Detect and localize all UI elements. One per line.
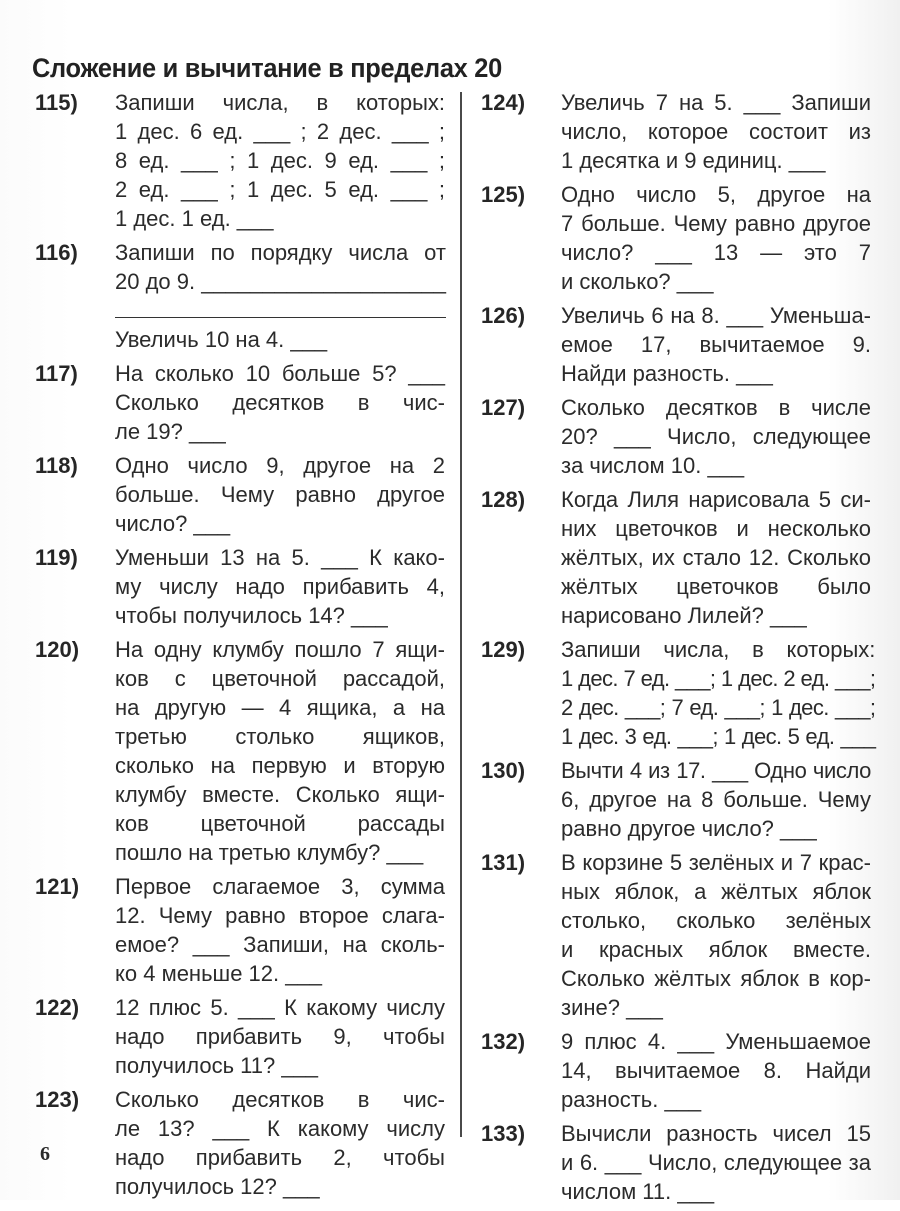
task-line: ков цветочной рассады xyxy=(115,811,445,836)
task-text xyxy=(115,872,445,988)
task-line: Сколько жёлтых яблок в кор- xyxy=(561,966,871,991)
task-number: 122) xyxy=(35,995,80,1020)
task-number: 131) xyxy=(481,850,526,875)
task-117 xyxy=(35,359,445,446)
task-line: надо прибавить 9, чтобы xyxy=(115,1024,445,1049)
task-line: надо прибавить 2, чтобы xyxy=(115,1145,445,1170)
task-line: третью столько ящиков, xyxy=(115,724,445,749)
task-line: Уменьши 13 на 5. ___ К како- xyxy=(115,545,445,570)
task-125 xyxy=(481,180,871,296)
task-118 xyxy=(35,451,445,538)
task-line: 9 плюс 4. ___ Уменьшаемое xyxy=(561,1029,871,1054)
task-text xyxy=(561,88,871,175)
task-line: нарисовано Лилей? ___ xyxy=(561,603,807,628)
task-line: 1 дес. 6 ед. ___ ; 2 дес. ___ ; xyxy=(115,119,445,144)
task-text xyxy=(561,180,871,296)
task-line: за числом 10. ___ xyxy=(561,453,745,478)
task-number: 129) xyxy=(481,637,526,662)
task-line: равно другое число? ___ xyxy=(561,816,817,841)
task-line: Вычти 4 из 17. ___ Одно число xyxy=(561,758,871,783)
task-133 xyxy=(481,1119,871,1206)
column-divider xyxy=(460,92,462,1137)
task-line: зине? ___ xyxy=(561,995,663,1020)
task-text xyxy=(561,1027,871,1114)
task-line: больше. Чему равно другое xyxy=(115,482,445,507)
task-line: Увеличь 7 на 5. ___ Запиши xyxy=(561,90,871,115)
task-line: ко 4 меньше 12. ___ xyxy=(115,961,322,986)
task-line: 14, вычитаемое 8. Найди xyxy=(561,1058,871,1083)
task-line: 20 до 9. ____________________ xyxy=(115,269,446,294)
task-line: Увеличь 6 на 8. ___ Уменьша- xyxy=(561,303,871,328)
task-number: 123) xyxy=(35,1087,80,1112)
task-line: Увеличь 10 на 4. ___ xyxy=(115,327,328,352)
task-line: жёлтых, их стало 12. Сколько xyxy=(561,545,871,570)
task-line: ле 19? ___ xyxy=(115,419,226,444)
task-123 xyxy=(35,1085,445,1201)
task-number: 126) xyxy=(481,303,526,328)
task-line: и 6. ___ Число, следующее за xyxy=(561,1150,871,1175)
task-text xyxy=(115,88,445,233)
task-line: Вычисли разность чисел 15 xyxy=(561,1121,871,1146)
task-text xyxy=(561,848,871,1022)
task-126 xyxy=(481,301,871,388)
task-line: 1 дес. 7 ед. ___; 1 дес. 2 ед. ___; xyxy=(561,666,876,691)
task-text xyxy=(115,993,445,1080)
task-line: Когда Лиля нарисовала 5 си- xyxy=(561,487,871,512)
task-text xyxy=(115,1085,445,1201)
task-line: получилось 11? ___ xyxy=(115,1053,319,1078)
task-text xyxy=(561,1119,871,1206)
task-line: 1 дес. 3 ед. ___; 1 дес. 5 ед. ___ xyxy=(561,724,876,749)
task-120 xyxy=(35,635,445,867)
task-line: 12 плюс 5. ___ К какому числу xyxy=(115,995,445,1020)
task-127 xyxy=(481,393,871,480)
answer-rule[interactable] xyxy=(115,296,446,318)
task-line: чтобы получилось 14? ___ xyxy=(115,603,388,628)
task-line: число? ___ 13 — это 7 xyxy=(561,240,871,265)
task-text xyxy=(115,635,445,867)
task-line: Запиши по порядку числа от xyxy=(115,240,446,265)
task-line: Запиши числа, в которых: xyxy=(115,90,445,115)
task-line: Запиши числа, в которых: xyxy=(561,637,876,662)
task-line: Сколько десятков в чис- xyxy=(115,1087,445,1112)
task-text xyxy=(561,301,871,388)
task-line: 1 десятка и 9 единиц. ___ xyxy=(561,148,826,173)
task-line: Одно число 9, другое на 2 xyxy=(115,453,445,478)
task-number: 118) xyxy=(35,453,78,478)
task-line: числом 11. ___ xyxy=(561,1179,715,1204)
task-line: 20? ___ Число, следующее xyxy=(561,424,871,449)
task-line: столько, сколько зелёных xyxy=(561,908,871,933)
task-line: му числу надо прибавить 4, xyxy=(115,574,445,599)
task-number: 132) xyxy=(481,1029,526,1054)
task-line: разность. ___ xyxy=(561,1087,702,1112)
task-line: 2 ед. ___ ; 1 дес. 5 ед. ___ ; xyxy=(115,177,445,202)
task-number: 117) xyxy=(35,361,78,386)
task-text xyxy=(115,451,445,538)
task-line: 8 ед. ___ ; 1 дес. 9 ед. ___ ; xyxy=(115,148,445,173)
task-text xyxy=(115,238,446,354)
task-number: 133) xyxy=(481,1121,526,1146)
task-129 xyxy=(481,635,876,751)
task-number: 116) xyxy=(35,240,78,265)
task-line: жёлтых цветочков было xyxy=(561,574,871,599)
task-line: них цветочков и несколько xyxy=(561,516,871,541)
task-121 xyxy=(35,872,445,988)
task-number: 119) xyxy=(35,545,78,570)
task-number: 125) xyxy=(481,182,526,207)
task-line: на другую — 4 ящика, а на xyxy=(115,695,445,720)
task-128 xyxy=(481,485,871,630)
task-131 xyxy=(481,848,871,1022)
task-text xyxy=(561,485,871,630)
task-line: На одну клумбу пошло 7 ящи- xyxy=(115,637,445,662)
left-column xyxy=(35,88,445,1206)
task-line: 2 дес. ___; 7 ед. ___; 1 дес. ___; xyxy=(561,695,876,720)
task-number: 127) xyxy=(481,395,526,420)
task-line: клумбу вместе. Сколько ящи- xyxy=(115,782,445,807)
task-line: Первое слагаемое 3, сумма xyxy=(115,874,445,899)
task-line: пошло на третью клумбу? ___ xyxy=(115,840,424,865)
task-116 xyxy=(35,238,445,354)
task-line: Найди разность. ___ xyxy=(561,361,773,386)
task-line: и красных яблок вместе. xyxy=(561,937,871,962)
task-line: ных яблок, а жёлтых яблок xyxy=(561,879,871,904)
task-line: В корзине 5 зелёных и 7 крас- xyxy=(561,850,871,875)
task-line: Сколько десятков в числе xyxy=(561,395,871,420)
task-line: 7 больше. Чему равно другое xyxy=(561,211,871,236)
task-130 xyxy=(481,756,871,843)
task-line: число, которое состоит из xyxy=(561,119,871,144)
task-number: 124) xyxy=(481,90,526,115)
page-title: Сложение и вычитание в пределах 20 xyxy=(32,53,502,84)
task-line: емое 17, вычитаемое 9. xyxy=(561,332,871,357)
task-line: ле 13? ___ К какому числу xyxy=(115,1116,445,1141)
task-text xyxy=(561,393,871,480)
task-122 xyxy=(35,993,445,1080)
task-line: 1 дес. 1 ед. ___ xyxy=(115,206,274,231)
task-line: число? ___ xyxy=(115,511,231,536)
task-number: 115) xyxy=(35,90,78,115)
task-line: получилось 12? ___ xyxy=(115,1174,320,1199)
task-line: На сколько 10 больше 5? ___ xyxy=(115,361,445,386)
task-text xyxy=(115,359,445,446)
task-number: 130) xyxy=(481,758,526,783)
task-119 xyxy=(35,543,445,630)
task-text xyxy=(561,756,871,843)
task-line: 6, другое на 8 больше. Чему xyxy=(561,787,871,812)
task-line: Сколько десятков в чис- xyxy=(115,390,445,415)
task-line: 12. Чему равно второе слага- xyxy=(115,903,445,928)
task-line: Одно число 5, другое на xyxy=(561,182,871,207)
task-line: сколько на первую и вторую xyxy=(115,753,445,778)
page-number: 6 xyxy=(40,1143,50,1165)
task-number: 128) xyxy=(481,487,526,512)
task-number: 121) xyxy=(35,874,80,899)
task-line: емое? ___ Запиши, на сколь- xyxy=(115,932,445,957)
task-line: и сколько? ___ xyxy=(561,269,714,294)
task-text xyxy=(115,543,445,630)
task-124 xyxy=(481,88,871,175)
task-line: ков с цветочной рассадой, xyxy=(115,666,445,691)
right-column xyxy=(481,88,876,1211)
task-132 xyxy=(481,1027,871,1114)
task-text xyxy=(561,635,875,751)
task-115 xyxy=(35,88,445,233)
task-number: 120) xyxy=(35,637,80,662)
